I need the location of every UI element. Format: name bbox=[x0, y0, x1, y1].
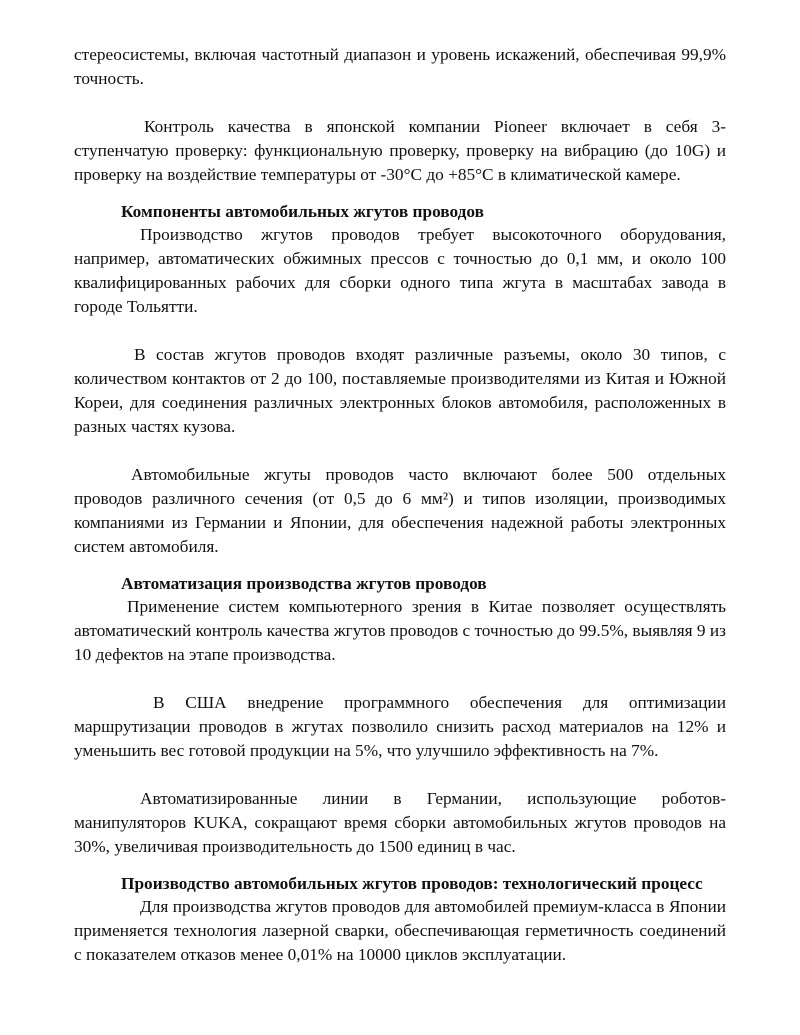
paragraph-spacer bbox=[74, 559, 726, 573]
paragraph-usa-software: В США внедрение программного обеспечения для оптимизации маршрутизации проводов в жгутах позволило снизить расход материалов на 12% и уменьшить вес готовой продукции на 5%, что улучшило эффективность на 7%. bbox=[74, 693, 726, 760]
document-page bbox=[74, 43, 726, 967]
heading-technological-process: Производство автомобильных жгутов проводов: технологический процесс bbox=[121, 874, 703, 893]
paragraph-computer-vision: Применение систем компьютерного зрения в Китае позволяет осуществлять автоматический контроль качества жгутов проводов с точностью до 99.5%, выявляя 9 из 10 дефектов на этапе производства. bbox=[74, 597, 726, 664]
paragraph-stereo-testing: стереосистемы, включая частотный диапазон и уровень искажений, обеспечивая 99,9% точность. bbox=[74, 45, 726, 88]
paragraph-connectors: В состав жгутов проводов входят различные разъемы, около 30 типов, с количеством контактов от 2 до 100, поставляемые производителями из Китая и Южной Кореи, для соединения различных электронных блоков автомобиля, расположенных в разных частях кузова. bbox=[74, 345, 726, 436]
paragraph-spacer bbox=[74, 763, 726, 787]
paragraph-spacer bbox=[74, 91, 726, 115]
paragraph-spacer bbox=[74, 187, 726, 201]
paragraph-laser-welding: Для производства жгутов проводов для автомобилей премиум-класса в Японии применяется технология лазерной сварки, обеспечивающая герметичность соединений с показателем отказов менее 0,01% на 10000 циклов эксплуатации. bbox=[74, 897, 726, 964]
paragraph-spacer bbox=[74, 439, 726, 463]
heading-automation: Автоматизация производства жгутов проводов bbox=[121, 574, 487, 593]
paragraph-germany-lines: Автоматизированные линии в Германии, использующие роботов-манипуляторов KUKA, сокращают время сборки автомобильных жгутов проводов на 30%, увеличивая производительность до 1500 единиц в час. bbox=[74, 789, 726, 856]
paragraph-spacer bbox=[74, 319, 726, 343]
paragraph-production-equipment: Производство жгутов проводов требует высокоточного оборудования, например, автоматических обжимных прессов с точностью до 0,1 мм, и около 100 квалифицированных рабочих для сборки одного типа жгута в масштабах завода в городе Тольятти. bbox=[74, 225, 726, 316]
paragraph-spacer bbox=[74, 667, 726, 691]
heading-components: Компоненты автомобильных жгутов проводов bbox=[121, 202, 484, 221]
paragraph-pioneer-quality: Контроль качества в японской компании Pioneer включает в себя 3-ступенчатую проверку: функциональную проверку, проверку на вибрацию (до 10G) и проверку на воздействие температуры от -30°C до +85°C в климатической камере. bbox=[74, 117, 726, 184]
paragraph-spacer bbox=[74, 859, 726, 873]
paragraph-wire-count: Автомобильные жгуты проводов часто включают более 500 отдельных проводов различного сечения (от 0,5 до 6 мм²) и типов изоляции, производимых компаниями из Германии и Японии, для обеспечения надежной работы электронных систем автомобиля. bbox=[74, 465, 726, 556]
